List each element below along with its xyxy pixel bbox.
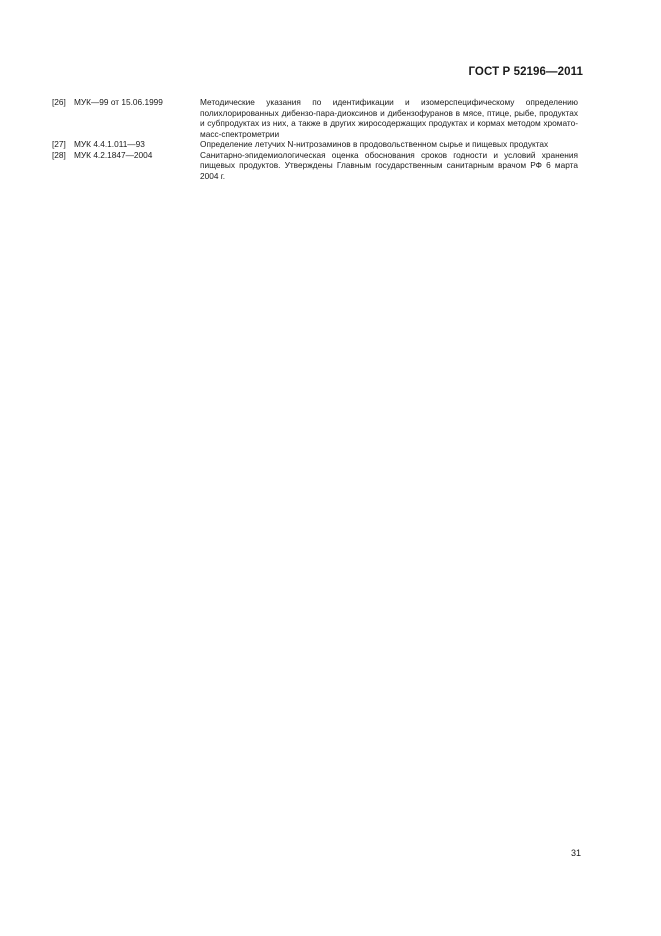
reference-code: МУК 4.2.1847—2004 [74,149,153,160]
standard-title: ГОСТ Р 52196—2011 [468,66,583,78]
document-header [468,66,583,78]
reference-code: МУК—99 от 15.06.1999 [74,97,163,107]
reference-number: [27] [52,139,66,149]
reference-number: [26] [52,97,66,107]
reference-item [52,97,578,139]
reference-code: МУК 4.4.1.011—93 [74,139,145,149]
reference-text: Санитарно-эпидемиологическая оценка обоснования сроков годности и условий хранения пищевых продуктов. Утверждены Главным государственным санитарным врачом РФ 6 марта 2004 г. [200,149,578,181]
reference-text: Методические указания по идентификации и изомерспецифическому определению полихлорированных дибензо-пара-диоксинов и дибензофуранов в мясе, птице, рыбе, продуктах и субпродуктах из них, а также в других жиросодержащих продуктах и кормах методом хромато-масс-спектрометрии [200,97,578,139]
reference-item [52,150,578,182]
reference-item [52,139,578,150]
reference-number: [28] [52,149,66,160]
reference-list [52,97,578,181]
reference-text: Определение летучих N-нитрозаминов в продовольственном сырье и пищевых продуктах [200,139,549,149]
page-number: 31 [570,848,581,858]
